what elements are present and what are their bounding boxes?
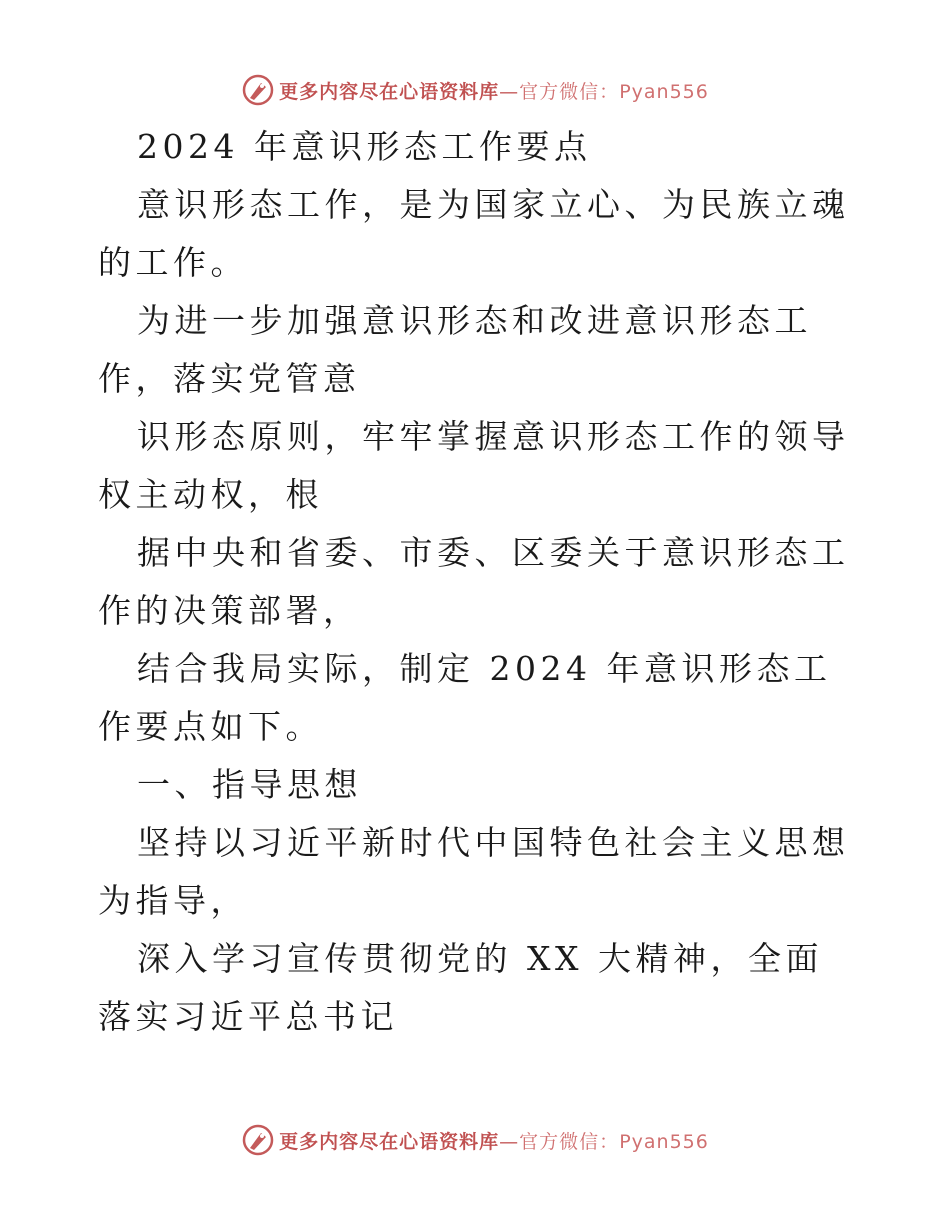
watermark-wechat-label: 官方微信： [519, 1130, 620, 1153]
watermark-site-name: 更多内容尽在心语资料库 [279, 80, 500, 103]
section-heading-guiding-ideology: 一、指导思想 [137, 765, 362, 804]
pen-nib-logo-icon [241, 1123, 275, 1157]
paragraph-1: 意识形态工作，是为国家立心、为民族立魂的工作。 [98, 185, 850, 282]
paragraph-2: 为进一步加强意识形态和改进意识形态工作，落实党管意 [98, 301, 812, 398]
watermark-site-name: 更多内容尽在心语资料库 [279, 1130, 500, 1153]
watermark-text [279, 77, 709, 104]
watermark-text [279, 1127, 709, 1154]
paragraph-8: 深入学习宣传贯彻党的 XX 大精神，全面落实习近平总书记 [98, 939, 823, 1036]
document-body [98, 118, 858, 1046]
paragraph-3: 识形态原则，牢牢掌握意识形态工作的领导权主动权，根 [98, 417, 850, 514]
paragraph-7: 坚持以习近平新时代中国特色社会主义思想为指导， [98, 823, 850, 920]
watermark-wechat-id: Pyan556 [619, 80, 709, 103]
pen-nib-logo-icon [241, 73, 275, 107]
paragraph-4: 据中央和省委、市委、区委关于意识形态工作的决策部署， [98, 533, 850, 630]
watermark-dash: — [499, 80, 520, 103]
watermark-wechat-id: Pyan556 [619, 1130, 709, 1153]
watermark-wechat-label: 官方微信： [519, 80, 620, 103]
document-title: 2024 年意识形态工作要点 [137, 127, 592, 166]
paragraph-5: 结合我局实际，制定 2024 年意识形态工作要点如下。 [98, 649, 832, 746]
footer-watermark [0, 1120, 950, 1160]
watermark-dash: — [499, 1130, 520, 1153]
header-watermark [0, 70, 950, 110]
